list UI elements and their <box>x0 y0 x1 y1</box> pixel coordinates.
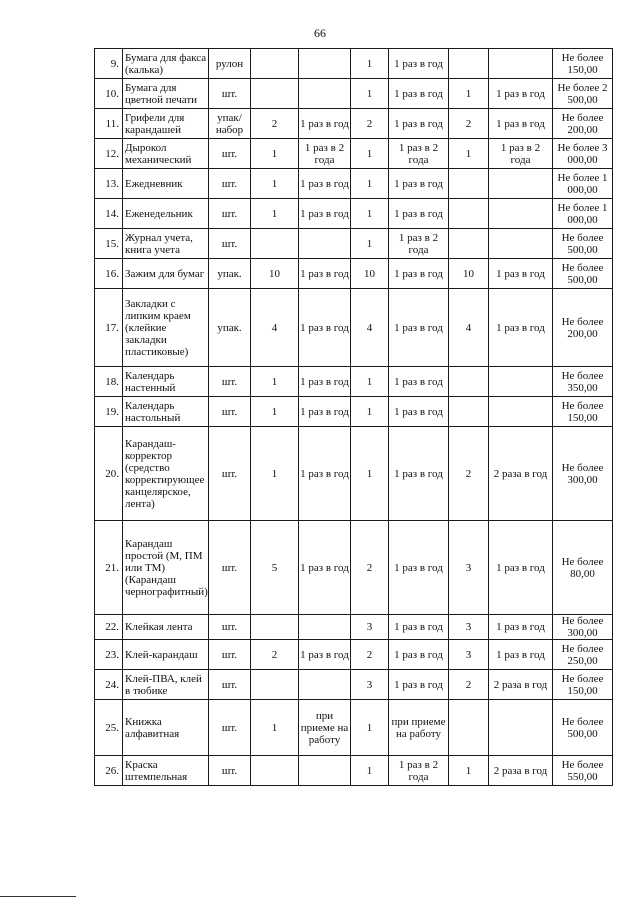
qty-1-cell: 1 <box>251 367 299 397</box>
qty-2-cell: 2 <box>351 640 389 670</box>
row-number-cell: 25. <box>95 700 123 756</box>
table-row <box>95 289 613 367</box>
period-3-cell: 2 раза в год <box>489 427 553 521</box>
price-limit-cell: Не более 550,00 <box>553 756 613 786</box>
table-row <box>95 109 613 139</box>
qty-2-cell: 3 <box>351 615 389 640</box>
unit-cell: шт. <box>209 670 251 700</box>
qty-1-cell: 2 <box>251 640 299 670</box>
qty-3-cell <box>449 229 489 259</box>
item-name-cell: Клейкая лента <box>123 615 209 640</box>
qty-1-cell <box>251 670 299 700</box>
period-1-cell <box>299 229 351 259</box>
row-number-cell: 11. <box>95 109 123 139</box>
period-2-cell: 1 раз в год <box>389 615 449 640</box>
unit-cell: шт. <box>209 521 251 615</box>
qty-2-cell: 2 <box>351 521 389 615</box>
price-limit-cell: Не более 1 000,00 <box>553 169 613 199</box>
price-limit-cell: Не более 300,00 <box>553 427 613 521</box>
table-row <box>95 397 613 427</box>
qty-1-cell: 10 <box>251 259 299 289</box>
period-1-cell: при приеме на работу <box>299 700 351 756</box>
period-1-cell: 1 раз в год <box>299 640 351 670</box>
qty-1-cell: 1 <box>251 700 299 756</box>
unit-cell: шт. <box>209 615 251 640</box>
period-3-cell: 1 раз в год <box>489 615 553 640</box>
period-1-cell: 1 раз в год <box>299 169 351 199</box>
period-2-cell: 1 раз в год <box>389 259 449 289</box>
qty-3-cell: 3 <box>449 521 489 615</box>
unit-cell: упак. <box>209 259 251 289</box>
price-limit-cell: Не более 200,00 <box>553 289 613 367</box>
period-1-cell: 1 раз в год <box>299 521 351 615</box>
period-3-cell: 1 раз в год <box>489 259 553 289</box>
item-name-cell: Зажим для бумаг <box>123 259 209 289</box>
price-limit-cell: Не более 1 000,00 <box>553 199 613 229</box>
qty-3-cell: 2 <box>449 670 489 700</box>
period-3-cell: 1 раз в год <box>489 289 553 367</box>
price-limit-cell: Не более 200,00 <box>553 109 613 139</box>
table-row <box>95 756 613 786</box>
item-name-cell: Еженедельник <box>123 199 209 229</box>
period-1-cell <box>299 756 351 786</box>
unit-cell: шт. <box>209 199 251 229</box>
period-1-cell: 1 раз в год <box>299 289 351 367</box>
period-3-cell <box>489 169 553 199</box>
qty-3-cell <box>449 367 489 397</box>
table-row <box>95 259 613 289</box>
unit-cell: упак. <box>209 289 251 367</box>
price-limit-cell: Не более 500,00 <box>553 229 613 259</box>
period-2-cell: 1 раз в год <box>389 367 449 397</box>
period-1-cell: 1 раз в год <box>299 397 351 427</box>
qty-1-cell: 1 <box>251 427 299 521</box>
qty-2-cell: 1 <box>351 367 389 397</box>
price-limit-cell: Не более 500,00 <box>553 259 613 289</box>
period-1-cell: 1 раз в год <box>299 367 351 397</box>
qty-3-cell: 1 <box>449 139 489 169</box>
qty-2-cell: 1 <box>351 427 389 521</box>
qty-3-cell: 1 <box>449 79 489 109</box>
qty-1-cell <box>251 49 299 79</box>
period-2-cell: 1 раз в год <box>389 289 449 367</box>
qty-1-cell: 1 <box>251 199 299 229</box>
requirements-table <box>94 48 613 786</box>
price-limit-cell: Не более 150,00 <box>553 49 613 79</box>
item-name-cell: Журнал учета, книга учета <box>123 229 209 259</box>
price-limit-cell: Не более 500,00 <box>553 700 613 756</box>
qty-3-cell <box>449 49 489 79</box>
period-1-cell <box>299 49 351 79</box>
table-row <box>95 670 613 700</box>
price-limit-cell: Не более 350,00 <box>553 367 613 397</box>
qty-2-cell: 1 <box>351 79 389 109</box>
qty-1-cell: 1 <box>251 397 299 427</box>
unit-cell: шт. <box>209 79 251 109</box>
item-name-cell: Клей-ПВА, клей в тюбике <box>123 670 209 700</box>
period-1-cell <box>299 79 351 109</box>
qty-3-cell: 2 <box>449 427 489 521</box>
period-2-cell: 1 раз в год <box>389 79 449 109</box>
qty-2-cell: 2 <box>351 109 389 139</box>
qty-2-cell: 1 <box>351 756 389 786</box>
unit-cell: шт. <box>209 139 251 169</box>
row-number-cell: 9. <box>95 49 123 79</box>
row-number-cell: 14. <box>95 199 123 229</box>
item-name-cell: Дырокол механический <box>123 139 209 169</box>
qty-2-cell: 1 <box>351 229 389 259</box>
unit-cell: шт. <box>209 700 251 756</box>
row-number-cell: 13. <box>95 169 123 199</box>
price-limit-cell: Не более 3 000,00 <box>553 139 613 169</box>
unit-cell: шт. <box>209 169 251 199</box>
price-limit-cell: Не более 150,00 <box>553 670 613 700</box>
row-number-cell: 17. <box>95 289 123 367</box>
table-row <box>95 49 613 79</box>
row-number-cell: 18. <box>95 367 123 397</box>
qty-1-cell: 2 <box>251 109 299 139</box>
qty-1-cell <box>251 79 299 109</box>
item-name-cell: Клей-карандаш <box>123 640 209 670</box>
qty-3-cell: 2 <box>449 109 489 139</box>
unit-cell: шт. <box>209 756 251 786</box>
period-2-cell: 1 раз в 2 года <box>389 139 449 169</box>
row-number-cell: 21. <box>95 521 123 615</box>
qty-2-cell: 10 <box>351 259 389 289</box>
item-name-cell: Ежедневник <box>123 169 209 199</box>
period-3-cell: 2 раза в год <box>489 670 553 700</box>
item-name-cell: Закладки с липким краем (клейкие закладки пластиковые) <box>123 289 209 367</box>
unit-cell: упак/ набор <box>209 109 251 139</box>
table-row <box>95 367 613 397</box>
price-limit-cell: Не более 80,00 <box>553 521 613 615</box>
table-row <box>95 229 613 259</box>
qty-1-cell: 1 <box>251 169 299 199</box>
qty-1-cell <box>251 756 299 786</box>
unit-cell: шт. <box>209 367 251 397</box>
period-1-cell: 1 раз в год <box>299 259 351 289</box>
period-3-cell: 1 раз в год <box>489 79 553 109</box>
period-1-cell: 1 раз в год <box>299 109 351 139</box>
period-2-cell: 1 раз в год <box>389 199 449 229</box>
period-1-cell: 1 раз в год <box>299 427 351 521</box>
period-3-cell: 1 раз в год <box>489 640 553 670</box>
qty-1-cell: 1 <box>251 139 299 169</box>
unit-cell: шт. <box>209 397 251 427</box>
qty-3-cell: 3 <box>449 615 489 640</box>
qty-2-cell: 1 <box>351 199 389 229</box>
period-3-cell: 1 раз в год <box>489 521 553 615</box>
footer-rule <box>0 896 76 897</box>
period-2-cell: 1 раз в год <box>389 169 449 199</box>
item-name-cell: Бумага для факса (калька) <box>123 49 209 79</box>
unit-cell: шт. <box>209 229 251 259</box>
table-row <box>95 79 613 109</box>
item-name-cell: Бумага для цветной печати <box>123 79 209 109</box>
period-3-cell: 1 раз в 2 года <box>489 139 553 169</box>
qty-1-cell: 5 <box>251 521 299 615</box>
qty-2-cell: 1 <box>351 169 389 199</box>
page-number: 66 <box>314 26 326 40</box>
row-number-cell: 15. <box>95 229 123 259</box>
qty-3-cell: 1 <box>449 756 489 786</box>
period-1-cell: 1 раз в 2 года <box>299 139 351 169</box>
row-number-cell: 16. <box>95 259 123 289</box>
item-name-cell: Карандаш-корректор (средство корректирующее канцелярское, лента) <box>123 427 209 521</box>
qty-1-cell <box>251 229 299 259</box>
price-limit-cell: Не более 150,00 <box>553 397 613 427</box>
item-name-cell: Краска штемпельная <box>123 756 209 786</box>
period-3-cell <box>489 397 553 427</box>
table-row <box>95 427 613 521</box>
unit-cell: шт. <box>209 640 251 670</box>
period-2-cell: 1 раз в год <box>389 49 449 79</box>
qty-2-cell: 1 <box>351 397 389 427</box>
qty-2-cell: 4 <box>351 289 389 367</box>
period-3-cell <box>489 700 553 756</box>
item-name-cell: Календарь настенный <box>123 367 209 397</box>
unit-cell: рулон <box>209 49 251 79</box>
period-2-cell: 1 раз в год <box>389 670 449 700</box>
period-2-cell: 1 раз в 2 года <box>389 756 449 786</box>
item-name-cell: Книжка алфавитная <box>123 700 209 756</box>
price-limit-cell: Не более 300,00 <box>553 615 613 640</box>
table-row <box>95 615 613 640</box>
unit-cell: шт. <box>209 427 251 521</box>
row-number-cell: 12. <box>95 139 123 169</box>
qty-3-cell: 10 <box>449 259 489 289</box>
period-3-cell: 1 раз в год <box>489 109 553 139</box>
period-2-cell: 1 раз в год <box>389 397 449 427</box>
period-1-cell <box>299 670 351 700</box>
row-number-cell: 24. <box>95 670 123 700</box>
price-limit-cell: Не более 250,00 <box>553 640 613 670</box>
table-row <box>95 169 613 199</box>
qty-3-cell <box>449 199 489 229</box>
qty-3-cell: 4 <box>449 289 489 367</box>
table-row <box>95 640 613 670</box>
qty-1-cell: 4 <box>251 289 299 367</box>
period-3-cell <box>489 229 553 259</box>
qty-3-cell <box>449 700 489 756</box>
qty-2-cell: 1 <box>351 49 389 79</box>
period-2-cell: 1 раз в год <box>389 521 449 615</box>
table-row <box>95 199 613 229</box>
qty-2-cell: 1 <box>351 700 389 756</box>
period-3-cell <box>489 199 553 229</box>
row-number-cell: 26. <box>95 756 123 786</box>
qty-2-cell: 1 <box>351 139 389 169</box>
table-row <box>95 521 613 615</box>
row-number-cell: 22. <box>95 615 123 640</box>
qty-1-cell <box>251 615 299 640</box>
row-number-cell: 23. <box>95 640 123 670</box>
period-2-cell: 1 раз в 2 года <box>389 229 449 259</box>
qty-3-cell: 3 <box>449 640 489 670</box>
table-row <box>95 139 613 169</box>
qty-3-cell <box>449 169 489 199</box>
period-2-cell: 1 раз в год <box>389 109 449 139</box>
item-name-cell: Грифели для карандашей <box>123 109 209 139</box>
price-limit-cell: Не более 2 500,00 <box>553 79 613 109</box>
period-3-cell <box>489 49 553 79</box>
period-1-cell: 1 раз в год <box>299 199 351 229</box>
table-row <box>95 700 613 756</box>
qty-2-cell: 3 <box>351 670 389 700</box>
period-3-cell <box>489 367 553 397</box>
row-number-cell: 20. <box>95 427 123 521</box>
period-2-cell: при приеме на работу <box>389 700 449 756</box>
period-3-cell: 2 раза в год <box>489 756 553 786</box>
item-name-cell: Календарь настольный <box>123 397 209 427</box>
period-1-cell <box>299 615 351 640</box>
row-number-cell: 10. <box>95 79 123 109</box>
item-name-cell: Карандаш простой (М, ПМ или ТМ) (Карандаш чернографитный) <box>123 521 209 615</box>
qty-3-cell <box>449 397 489 427</box>
period-2-cell: 1 раз в год <box>389 640 449 670</box>
row-number-cell: 19. <box>95 397 123 427</box>
period-2-cell: 1 раз в год <box>389 427 449 521</box>
